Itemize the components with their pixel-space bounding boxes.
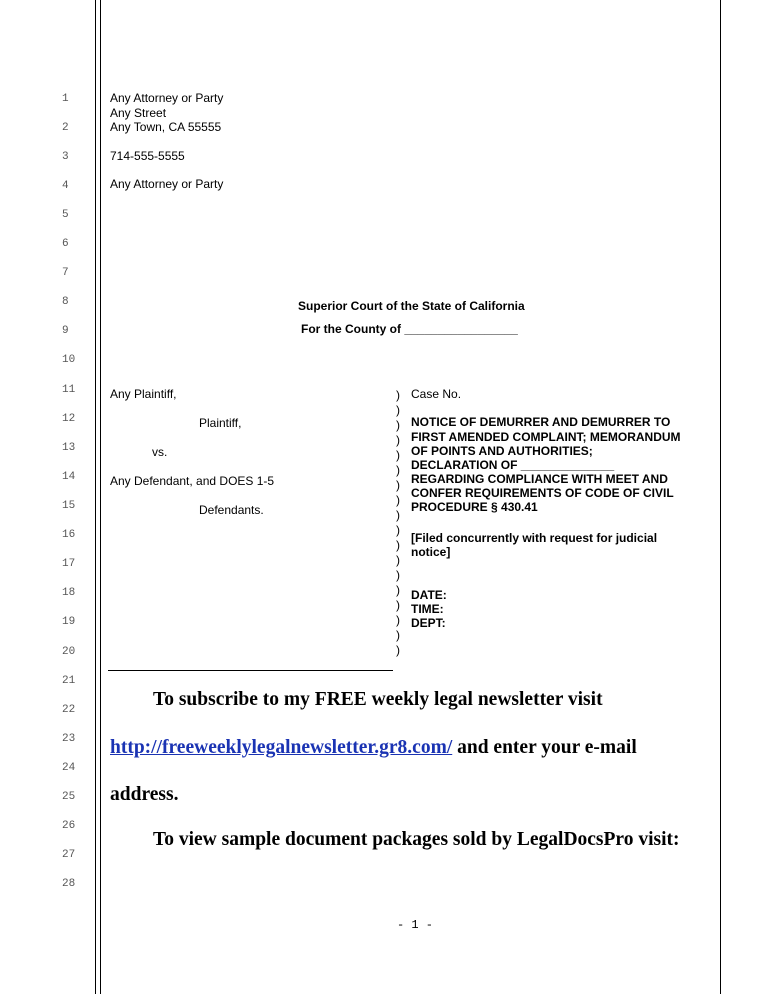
promo-sample-docs-line: To view sample document packages sold by LegalDocsPro visit:: [153, 829, 680, 850]
attorney-for: Any Attorney or Party: [110, 177, 224, 191]
attorney-street: Any Street: [110, 106, 167, 120]
caption-paren: ): [396, 418, 400, 432]
promo-link-line-rest: and enter your e-mail: [452, 737, 637, 758]
line-number: 14: [62, 471, 76, 483]
caption-paren: ): [396, 463, 400, 477]
attorney-phone: 714-555-5555: [110, 149, 185, 163]
line-number: 6: [62, 238, 69, 250]
line-number: 20: [62, 646, 76, 658]
defendant-role: Defendants.: [199, 503, 264, 517]
defendant-name: Any Defendant, and DOES 1-5: [110, 474, 275, 488]
line-number: 17: [62, 558, 76, 570]
caption-paren: ): [396, 508, 400, 522]
case-title-line: FIRST AMENDED COMPLAINT; MEMORANDUM: [411, 430, 681, 444]
hearing-date: DATE:: [411, 588, 447, 602]
line-number: 25: [62, 791, 76, 803]
line-number: 5: [62, 209, 69, 221]
line-number: 13: [62, 442, 76, 454]
caption-paren: ): [396, 448, 400, 462]
caption-paren: ): [396, 493, 400, 507]
line-number: 12: [62, 413, 76, 425]
caption-paren: ): [396, 478, 400, 492]
line-number: 19: [62, 616, 76, 628]
case-title-line: OF POINTS AND AUTHORITIES;: [411, 444, 593, 458]
line-number: 22: [62, 704, 76, 716]
caption-paren: ): [396, 568, 400, 582]
caption-paren: ): [396, 598, 400, 612]
case-title-line: DECLARATION OF ______________: [411, 458, 615, 472]
caption-paren: ): [396, 628, 400, 642]
filed-note-line1: [Filed concurrently with request for judicial: [411, 531, 658, 545]
attorney-city: Any Town, CA 55555: [110, 120, 222, 134]
plaintiff-name: Any Plaintiff,: [110, 387, 177, 401]
versus-label: vs.: [152, 445, 168, 459]
promo-link-line: [110, 737, 637, 759]
line-number: 27: [62, 849, 76, 861]
caption-paren: ): [396, 403, 400, 417]
line-number: 24: [62, 762, 76, 774]
caption-paren: ): [396, 643, 400, 657]
caption-paren: ): [396, 613, 400, 627]
caption-paren: ): [396, 388, 400, 402]
line-number: 7: [62, 267, 69, 279]
attorney-name: Any Attorney or Party: [110, 91, 224, 105]
caption-paren: ): [396, 583, 400, 597]
case-title-line: REGARDING COMPLIANCE WITH MEET AND: [411, 472, 668, 486]
promo-address-line: address.: [110, 784, 179, 805]
hearing-dept: DEPT:: [411, 616, 446, 630]
case-title-line: CONFER REQUIREMENTS OF CODE OF CIVIL: [411, 486, 674, 500]
line-number: 1: [62, 93, 69, 105]
filed-note-line2: notice]: [411, 545, 451, 559]
court-county: For the County of _________________: [301, 322, 518, 336]
line-number: 28: [62, 878, 76, 890]
promo-subscribe-line: To subscribe to my FREE weekly legal newsletter visit: [153, 689, 603, 710]
line-number: 10: [62, 354, 76, 366]
line-number: 11: [62, 384, 76, 396]
line-number: 15: [62, 500, 76, 512]
line-number: 18: [62, 587, 76, 599]
left-margin-rule-1: [95, 0, 96, 994]
line-number: 2: [62, 122, 69, 134]
newsletter-link[interactable]: http://freeweeklylegalnewsletter.gr8.com/: [110, 737, 453, 758]
case-title-line: NOTICE OF DEMURRER AND DEMURRER TO: [411, 415, 671, 429]
right-margin-rule: [720, 0, 721, 994]
line-number: 26: [62, 820, 76, 832]
line-number: 9: [62, 325, 69, 337]
left-margin-rule-2: [100, 0, 101, 994]
plaintiff-role: Plaintiff,: [199, 416, 242, 430]
hearing-time: TIME:: [411, 602, 444, 616]
line-number: 21: [62, 675, 76, 687]
line-number: 8: [62, 296, 69, 308]
caption-paren: ): [396, 523, 400, 537]
line-number: 3: [62, 151, 69, 163]
caption-paren: ): [396, 433, 400, 447]
page-number: - 1 -: [397, 918, 434, 932]
caption-paren: ): [396, 538, 400, 552]
case-title-line: PROCEDURE § 430.41: [411, 500, 538, 514]
caption-divider: [108, 670, 393, 671]
court-name: Superior Court of the State of California: [298, 299, 525, 313]
case-number-label: Case No.: [411, 387, 462, 401]
line-number: 23: [62, 733, 76, 745]
line-number: 16: [62, 529, 76, 541]
caption-paren: ): [396, 553, 400, 567]
line-number: 4: [62, 180, 69, 192]
